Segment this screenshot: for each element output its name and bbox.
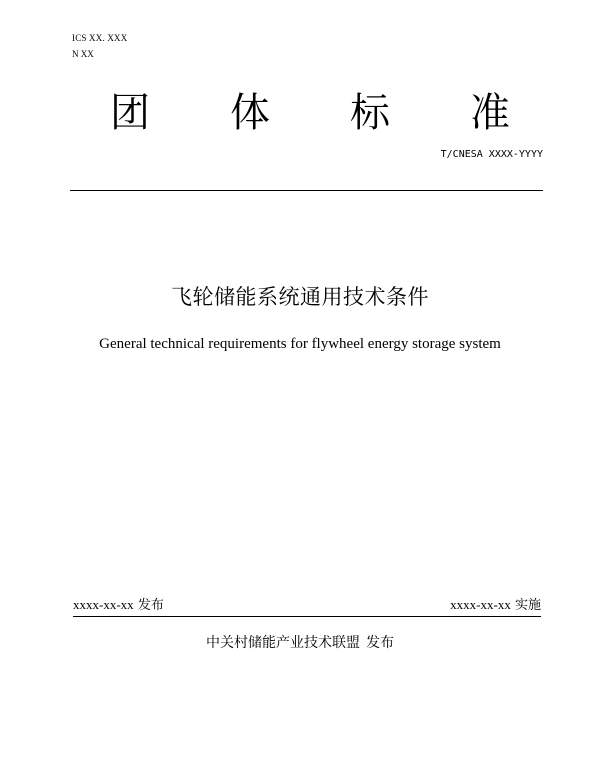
date-row — [73, 596, 541, 617]
standard-number: T/CNESA XXXX-YYYY — [440, 149, 543, 160]
issue-date: xxxx-xx-xx — [73, 597, 134, 612]
chinese-title: 飞轮储能系统通用技术条件 — [171, 285, 429, 309]
publisher-line — [0, 633, 600, 653]
issue-date-block — [73, 596, 164, 615]
header-divider — [70, 190, 543, 191]
issue-label: 发布 — [137, 598, 164, 613]
english-title: General technical requirements for flywheel energy storage system — [99, 336, 501, 352]
standard-type-title — [110, 88, 510, 138]
standard-type-char-2: 体 — [230, 90, 270, 136]
ics-code: ICS XX. XXX — [72, 33, 128, 43]
publisher-label: 发布 — [366, 635, 394, 651]
standard-type-char-3: 标 — [350, 90, 390, 136]
standard-type-char-4: 准 — [470, 90, 510, 136]
publisher-name: 中关村储能产业技术联盟 — [206, 635, 360, 651]
implementation-date: xxxx-xx-xx — [450, 597, 511, 612]
implementation-date-block — [450, 596, 541, 615]
classification-code: N XX — [72, 49, 94, 59]
implementation-label: 实施 — [514, 598, 541, 613]
standard-type-char-1: 团 — [110, 90, 150, 136]
